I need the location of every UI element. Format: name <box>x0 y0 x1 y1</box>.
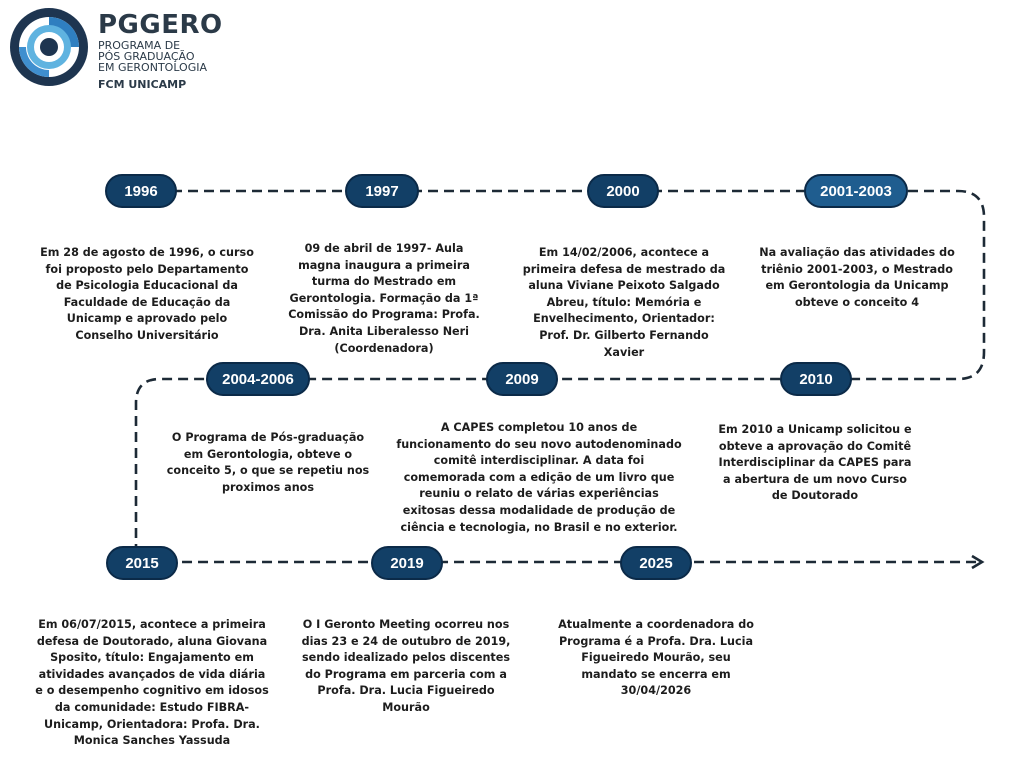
event-description-2000: Em 14/02/2006, acontece a primeira defesa de mestrado da aluna Viviane Peixoto Salgado Abreu, título: Memória e Envelhecimento, Orientador: Prof. Dr. Gilberto Fernando Xavier <box>522 246 726 359</box>
year-pill-2010: 2010 <box>780 362 852 396</box>
event-description-2025: Atualmente a coordenadora do Programa é a Profa. Dra. Lucia Figueiredo Mourão, seu mandato se encerra em 30/04/2026 <box>558 618 754 698</box>
logo-ring-icon <box>8 6 90 88</box>
event-description-2015: Em 06/07/2015, acontece a primeira defesa de Doutorado, aluna Giovana Sposito, título: Engajamento em atividades avançados de vida diária e o desempenho cognitivo em idosos da comunidade: Estudo FIBRA-Unicamp, Orientadora: Profa. Dra. Monica Sanches Yassuda <box>35 618 269 748</box>
year-pill-2019: 2019 <box>371 546 443 580</box>
event-description-2010: Em 2010 a Unicamp solicitou e obteve a aprovação do Comitê Interdisciplinar da CAPES para a abertura de um novo Curso de Doutorado <box>718 423 912 503</box>
year-pill-2015: 2015 <box>106 546 178 580</box>
event-description-2004-2006: O Programa de Pós-graduação em Gerontologia, obteve o conceito 5, o que se repetiu nos proximos anos <box>166 431 370 494</box>
logo-subtitle <box>98 40 207 73</box>
event-description-1997: 09 de abril de 1997- Aula magna inaugura a primeira turma do Mestrado em Gerontologia. Formação da 1ª Comissão do Programa: Profa. Dra. Anita Liberalesso Neri (Coordenadora) <box>288 242 480 355</box>
year-pill-1996: 1996 <box>105 174 177 208</box>
event-description-2009: A CAPES completou 10 anos de funcionamento do seu novo autodenominado comitê interdisciplinar. A data foi comemorada com a edição de um livro que reuniu o relato de várias experiências exitosas dessa modalidade de produção de ciência e tecnologia, no Brasil e no exterior. <box>396 421 682 534</box>
year-pill-2025: 2025 <box>620 546 692 580</box>
year-pill-2000: 2000 <box>587 174 659 208</box>
logo-title: PGGERO <box>98 10 223 40</box>
year-pill-2001-2003: 2001-2003 <box>804 174 908 208</box>
event-description-1996: Em 28 de agosto de 1996, o curso foi proposto pelo Departamento de Psicologia Educacional da Faculdade de Educação da Unicamp e aprovado pelo Conselho Universitário <box>40 246 254 342</box>
logo-subtitle-line: PROGRAMA DE <box>98 39 181 52</box>
event-description-2019: O I Geronto Meeting ocorreu nos dias 23 e 24 de outubro de 2019, sendo idealizado pelos discentes do Programa em parceria com a Profa. Dra. Lucia Figueiredo Mourão <box>301 618 511 714</box>
year-pill-2004-2006: 2004-2006 <box>206 362 310 396</box>
year-pill-2009: 2009 <box>486 362 558 396</box>
logo <box>8 6 248 91</box>
logo-subtitle-line: EM GERONTOLOGIA <box>98 61 208 74</box>
event-description-2001-2003: Na avaliação das atividades do triênio 2001-2003, o Mestrado em Gerontologia da Unicamp obteve o conceito 4 <box>759 246 955 309</box>
logo-subtitle-line: PÓS GRADUAÇÃO <box>98 50 195 63</box>
year-pill-1997: 1997 <box>345 174 419 208</box>
logo-institution: FCM UNICAMP <box>98 78 187 91</box>
